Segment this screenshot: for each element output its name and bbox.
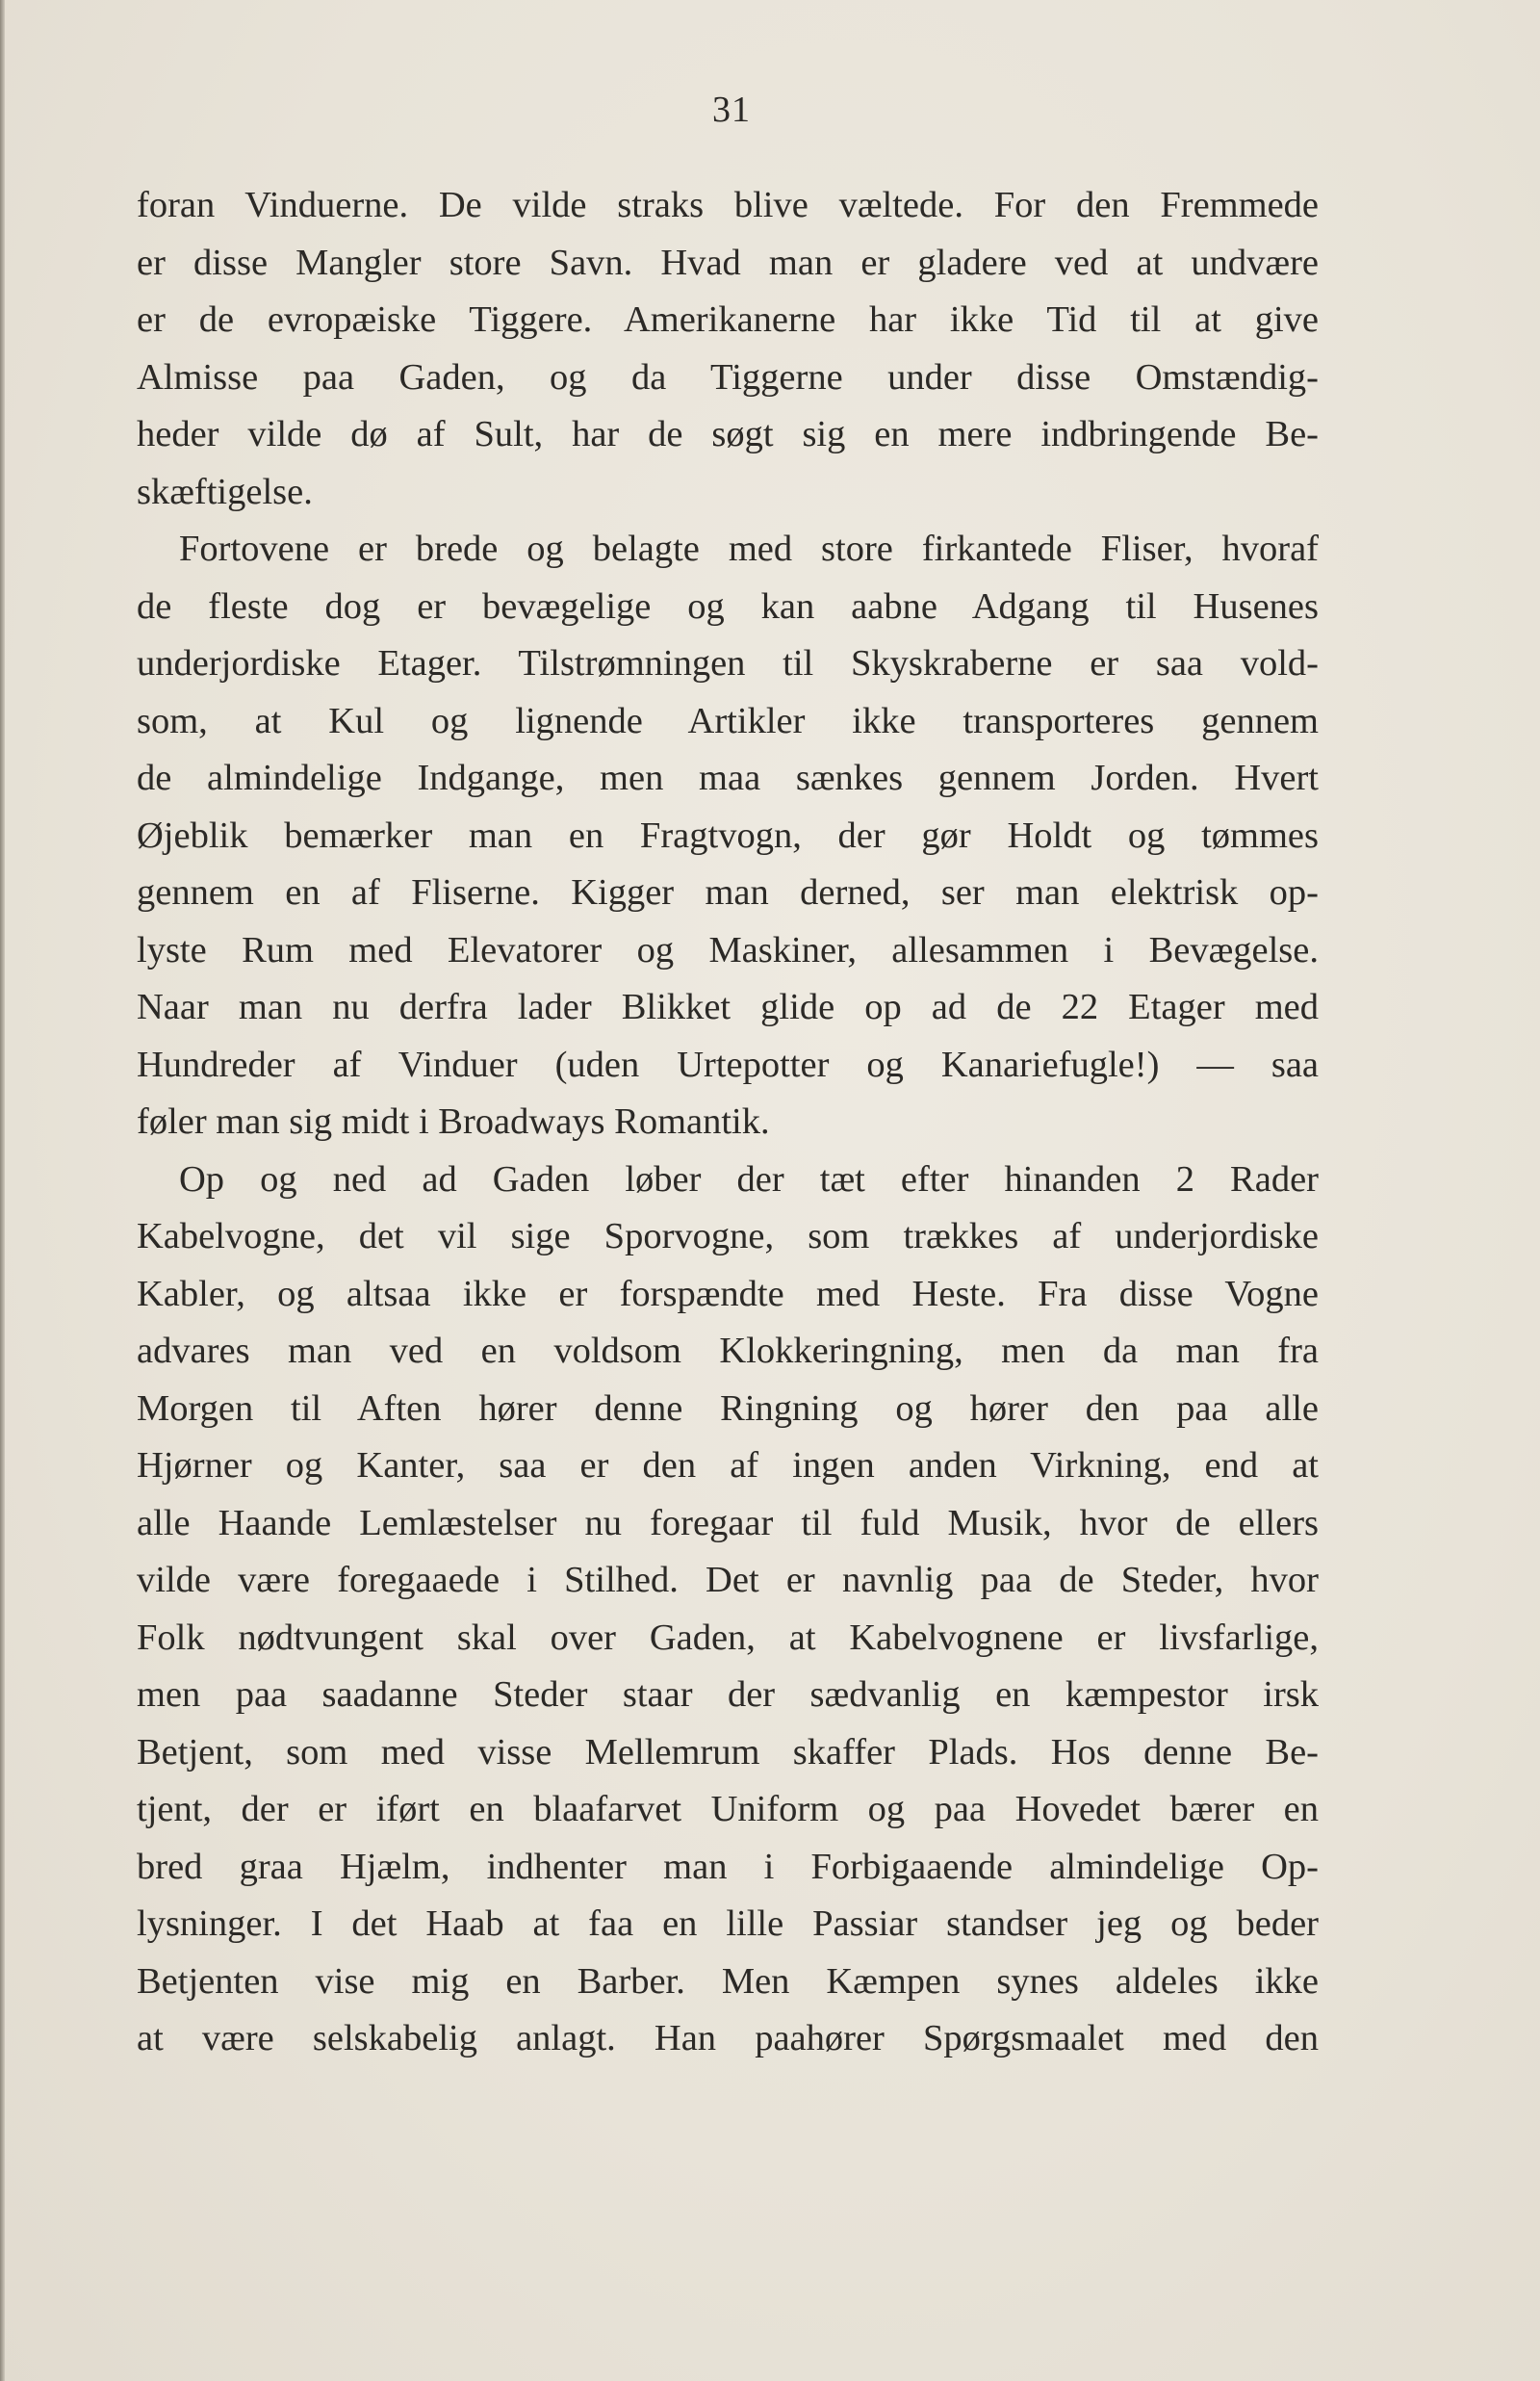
text-line: er de evropæiske Tiggere. Amerikanerne har ikke Tid til at give: [137, 299, 1319, 340]
text-line: alle Haande Lemlæstelser nu foregaar til fuld Musik, hvor de ellers: [137, 1502, 1319, 1543]
text-line: lysninger. I det Haab at faa en lille Passiar standser jeg og beder: [137, 1903, 1319, 1944]
text-line: Hundreder af Vinduer (uden Urtepotter og Kanariefugle!) — saa: [137, 1044, 1319, 1085]
text-line: at være selskabelig anlagt. Han paahører Spørgsmaalet med den: [137, 2018, 1319, 2058]
text-line: Betjent, som med visse Mellemrum skaffer Plads. Hos denne Be-: [137, 1731, 1319, 1773]
text-line: Morgen til Aften hører denne Ringning og hører den paa alle: [137, 1387, 1319, 1429]
text-line: Fortovene er brede og belagte med store firkantede Fliser, hvoraf: [179, 529, 1319, 569]
text-line: advares man ved en voldsom Klokkeringning, men da man fra: [137, 1331, 1319, 1371]
text-line: de almindelige Indgange, men maa sænkes gennem Jorden. Hvert: [137, 758, 1319, 798]
text-line: tjent, der er iført en blaafarvet Uniform og paa Hovedet bærer en: [137, 1789, 1319, 1829]
text-line: Kabelvogne, det vil sige Sporvogne, som trækkes af underjordiske: [137, 1216, 1319, 1256]
page-number: 31: [712, 90, 751, 130]
text-line: Almisse paa Gaden, og da Tiggerne under disse Omstændig-: [137, 356, 1319, 398]
text-line: heder vilde dø af Sult, har de søgt sig en mere indbringende Be-: [137, 414, 1319, 454]
text-line: bred graa Hjælm, indhenter man i Forbigaaende almindelige Op-: [137, 1846, 1319, 1887]
text-line: Betjenten vise mig en Barber. Men Kæmpen synes aldeles ikke: [137, 1960, 1319, 2002]
text-line: Hjørner og Kanter, saa er den af ingen anden Virkning, end at: [137, 1445, 1319, 1486]
body-text: [137, 177, 1319, 2068]
text-line: føler man sig midt i Broadways Romantik.: [137, 1101, 770, 1142]
text-line: skæftigelse.: [137, 471, 313, 512]
text-line: men paa saadanne Steder staar der sædvanlig en kæmpestor irsk: [137, 1674, 1319, 1715]
text-line: foran Vinduerne. De vilde straks blive væltede. For den Fremmede: [137, 185, 1319, 225]
page-edge-shadow: [0, 0, 5, 2381]
text-line: vilde være foregaaede i Stilhed. Det er navnlig paa de Steder, hvor: [137, 1560, 1319, 1600]
text-line: Folk nødtvungent skal over Gaden, at Kabelvognene er livsfarlige,: [137, 1617, 1319, 1658]
text-line: underjordiske Etager. Tilstrømningen til Skyskraberne er saa vold-: [137, 643, 1319, 684]
text-line: Op og ned ad Gaden løber der tæt efter hinanden 2 Rader: [179, 1158, 1319, 1200]
text-line: som, at Kul og lignende Artikler ikke transporteres gennem: [137, 700, 1319, 741]
text-line: er disse Mangler store Savn. Hvad man er gladere ved at undvære: [137, 242, 1319, 283]
text-line: lyste Rum med Elevatorer og Maskiner, allesammen i Bevægelse.: [137, 929, 1319, 971]
text-line: Naar man nu derfra lader Blikket glide op ad de 22 Etager med: [137, 987, 1319, 1027]
text-line: gennem en af Fliserne. Kigger man derned, ser man elektrisk op-: [137, 872, 1319, 913]
text-line: Kabler, og altsaa ikke er forspændte med Heste. Fra disse Vogne: [137, 1273, 1319, 1314]
text-line: Øjeblik bemærker man en Fragtvogn, der gør Holdt og tømmes: [137, 815, 1319, 856]
text-line: de fleste dog er bevægelige og kan aabne Adgang til Husenes: [137, 585, 1319, 627]
